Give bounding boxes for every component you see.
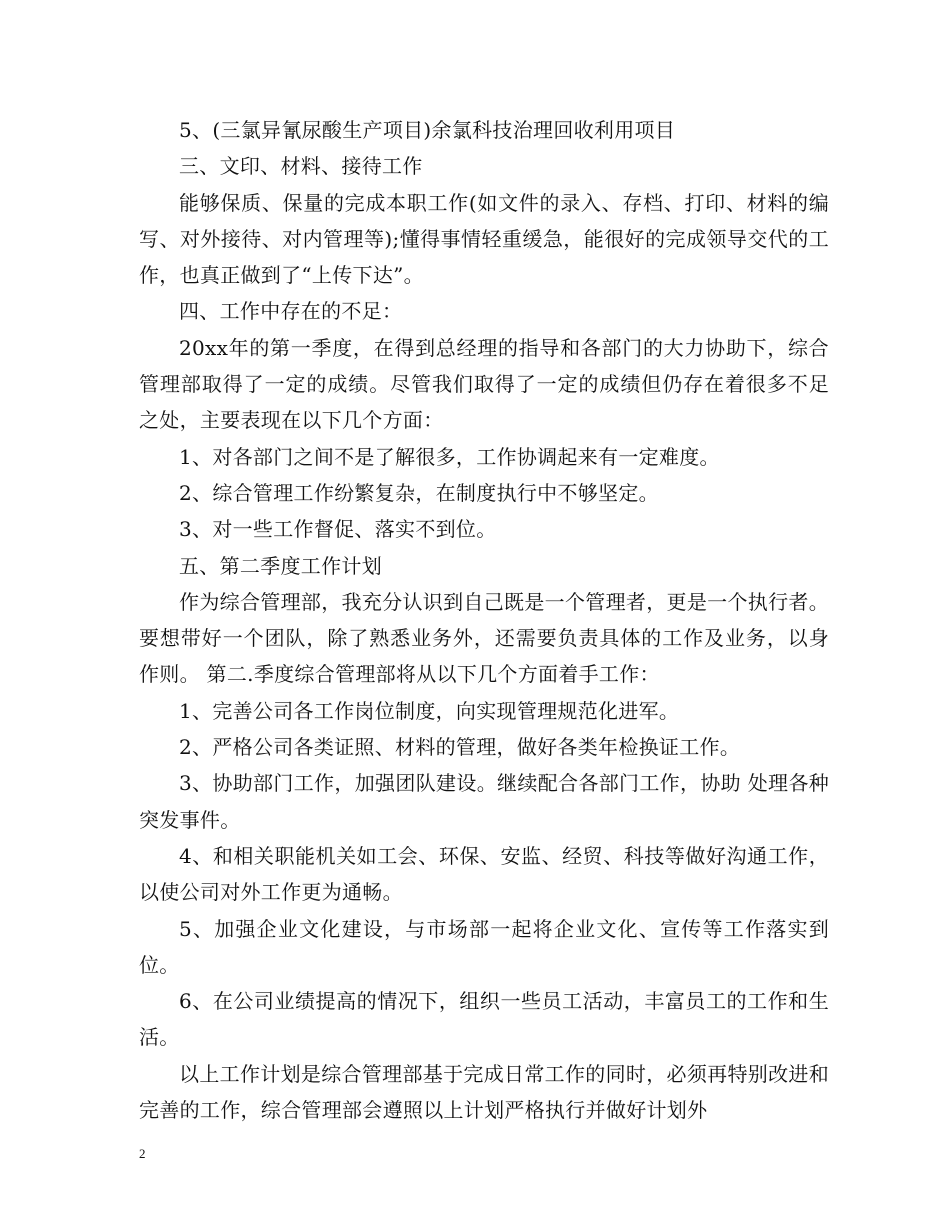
paragraph-printing-work: 能够保质、保量的完成本职工作(如文件的录入、存档、打印、材料的编写、对外接待、对内管理等);懂得事情轻重缓急，能很好的完成领导交代的工作，也真正做到了“上传下达”。: [139, 190, 829, 288]
list-item-plan-6: 6、在公司业绩提高的情况下，组织一些员工活动，丰富员工的工作和生活。: [139, 989, 829, 1050]
section-heading-printing: 三、文印、材料、接待工作: [179, 154, 423, 179]
page-number: 2: [139, 1146, 146, 1161]
list-item-plan-5: 5、加强企业文化建设，与市场部一起将企业文化、宣传等工作落实到位。: [139, 916, 829, 977]
paragraph-item-project: 5、(三氯异氰尿酸生产项目)余氯科技治理回收利用项目: [179, 118, 676, 142]
list-item-plan-2: 2、严格公司各类证照、材料的管理，做好各类年检换证工作。: [179, 735, 741, 760]
list-item-plan-1: 1、完善公司各工作岗位制度，向实现管理规范化进军。: [179, 698, 680, 723]
list-item-plan-3: 3、协助部门工作，加强团队建设。继续配合各部门工作，协助 处理各种突发事件。: [139, 771, 829, 832]
list-item-shortcoming-3: 3、对一些工作督促、落实不到位。: [179, 517, 497, 542]
paragraph-conclusion: 以上工作计划是综合管理部基于完成日常工作的同时，必须再特别改进和完善的工作，综合管理部会遵照以上计划严格执行并做好计划外: [139, 1061, 829, 1123]
section-heading-second-quarter-plan: 五、第二季度工作计划: [179, 553, 382, 578]
paragraph-management-role: 作为综合管理部，我充分认识到自己既是一个管理者，更是一个执行者。要想带好一个团队，除了熟悉业务外，还需要负责具体的工作及业务，以身作则。 第二.季度综合管理部将从以下几个方面着手工作：: [139, 589, 829, 687]
list-item-plan-4: 4、和相关职能机关如工会、环保、安监、经贸、科技等做好沟通工作，以使公司对外工作更为通畅。: [139, 843, 829, 905]
list-item-shortcoming-1: 1、对各部门之间不是了解很多，工作协调起来有一定难度。: [179, 444, 720, 469]
list-item-shortcoming-2: 2、综合管理工作纷繁复杂，在制度执行中不够坚定。: [179, 480, 659, 505]
paragraph-first-quarter: 20xx年的第一季度，在得到总经理的指导和各部门的大力协助下，综合管理部取得了一定的成绩。尽管我们取得了一定的成绩但仍存在着很多不足之处，主要表现在以下几个方面：: [139, 335, 829, 433]
document-body: [139, 112, 829, 1128]
section-heading-shortcomings: 四、工作中存在的不足：: [179, 299, 403, 324]
